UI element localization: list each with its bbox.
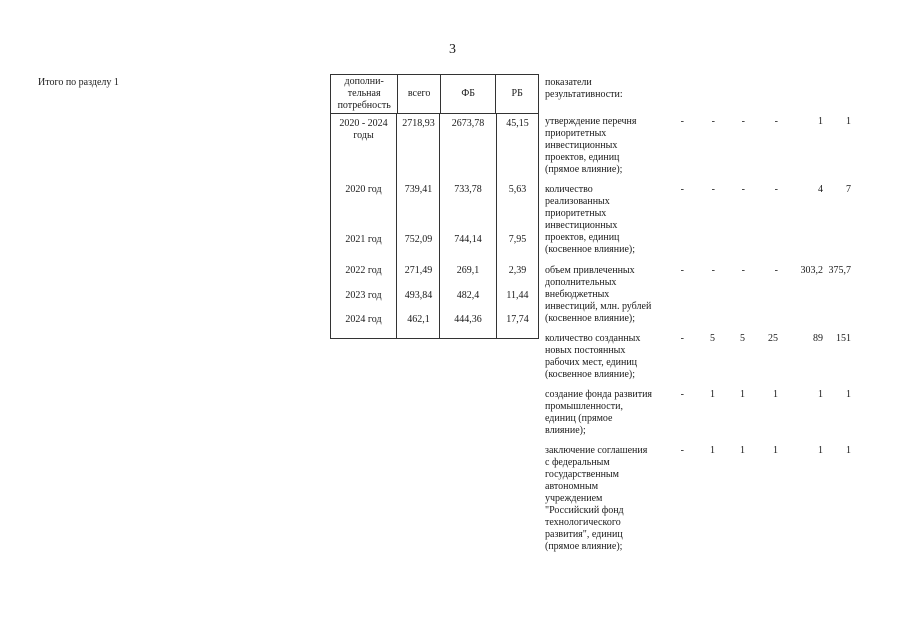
indicator-value: 1 (818, 445, 823, 456)
finance-cell-period: 2020 год (345, 184, 382, 195)
indicator-value: 1 (818, 389, 823, 400)
indicator-value: 5 (740, 333, 745, 344)
indicator-value: 1 (740, 389, 745, 400)
indicator-value: - (711, 184, 715, 195)
indicator-value: 1 (846, 445, 851, 456)
finance-cell-rb: 2,39 (508, 265, 527, 276)
indicator-value: - (680, 389, 684, 400)
indicator-value: - (680, 445, 684, 456)
indicator-text: количество реализованных приоритетных инвестиционных проектов, единиц (косвенное влияние); (545, 184, 636, 255)
finance-cell-fb: 733,78 (454, 184, 482, 195)
indicator-value: - (774, 265, 778, 276)
indicator-value: - (711, 265, 715, 276)
finance-row (330, 184, 539, 210)
indicator-value: 1 (773, 389, 778, 400)
finance-row (330, 234, 539, 260)
finance-cell-total: 739,41 (404, 184, 433, 195)
indicator-value: 1 (773, 445, 778, 456)
finance-cell-total: 752,09 (404, 234, 433, 245)
indicator-value: 4 (818, 184, 823, 195)
finance-cell-fb: 2673,78 (451, 118, 485, 129)
finance-cell-rb: 7,95 (508, 234, 527, 245)
finance-row (330, 290, 539, 316)
finance-cell-period: 2021 год (345, 234, 382, 245)
indicator-text: объем привлеченных дополнительных внебюджетных инвестиций, млн. рублей (косвенное влияние); (545, 265, 652, 324)
indicator-value: 25 (768, 333, 778, 344)
header-additional-need: дополни- тельная потребность (337, 76, 391, 111)
finance-cell-fb: 269,1 (456, 265, 480, 276)
finance-header (330, 74, 539, 114)
indicator-value: - (741, 184, 745, 195)
indicator-value: 151 (836, 333, 851, 344)
finance-cell-fb: 444,36 (454, 314, 482, 325)
indicator-value: - (711, 116, 715, 127)
indicator-value: 1 (710, 389, 715, 400)
indicator-text: создание фонда развития промышленности, единиц (прямое влияние); (545, 389, 653, 436)
finance-cell-total: 493,84 (404, 290, 433, 301)
indicator-value: 1 (740, 445, 745, 456)
header-rb: РБ (495, 75, 538, 113)
indicator-value: 375,7 (828, 265, 851, 276)
finance-cell-rb: 5,63 (508, 184, 527, 195)
indicator-value: 89 (813, 333, 823, 344)
finance-row (330, 265, 539, 291)
finance-cell-fb: 744,14 (454, 234, 482, 245)
indicator-value: 1 (846, 389, 851, 400)
indicator-text: утверждение перечня приоритетных инвестиционных проектов, единиц (прямое влияние); (545, 116, 637, 175)
finance-cell-total: 271,49 (404, 265, 433, 276)
indicator-value: - (680, 333, 684, 344)
indicators-title: показатели результативности: (545, 77, 623, 100)
finance-row (330, 314, 539, 340)
indicator-value: - (741, 265, 745, 276)
finance-cell-total: 462,1 (407, 314, 430, 325)
indicator-value: - (680, 184, 684, 195)
indicator-value: - (774, 184, 778, 195)
finance-cell-rb: 11,44 (506, 290, 529, 301)
page-number: 3 (449, 42, 456, 57)
indicator-text: заключение соглашения с федеральным государственным автономным учреждением "Российский фонд технологического развития", единиц (прямое влияние); (545, 445, 648, 552)
finance-cell-fb: 482,4 (456, 290, 480, 301)
indicator-value: - (680, 265, 684, 276)
finance-cell-period: 2020 - 2024 годы (339, 118, 388, 141)
indicator-value: 7 (846, 184, 851, 195)
indicator-value: - (774, 116, 778, 127)
indicator-value: - (741, 116, 745, 127)
indicator-value: 303,2 (800, 265, 823, 276)
header-total: всего (397, 75, 440, 113)
finance-cell-period: 2022 год (345, 265, 382, 276)
header-fb: ФБ (440, 75, 495, 113)
indicator-value: 1 (846, 116, 851, 127)
finance-cell-rb: 17,74 (506, 314, 529, 325)
finance-row (330, 118, 539, 144)
section-total-label: Итого по разделу 1 (38, 77, 119, 88)
indicator-value: - (680, 116, 684, 127)
finance-cell-total: 2718,93 (402, 118, 435, 129)
indicator-text: количество созданных новых постоянных рабочих мест, единиц (косвенное влияние); (545, 333, 641, 380)
indicator-value: 5 (710, 333, 715, 344)
indicator-value: 1 (710, 445, 715, 456)
finance-cell-rb: 45,15 (506, 118, 529, 129)
indicator-value: 1 (818, 116, 823, 127)
finance-cell-period: 2023 год (345, 290, 382, 301)
finance-cell-period: 2024 год (345, 314, 382, 325)
